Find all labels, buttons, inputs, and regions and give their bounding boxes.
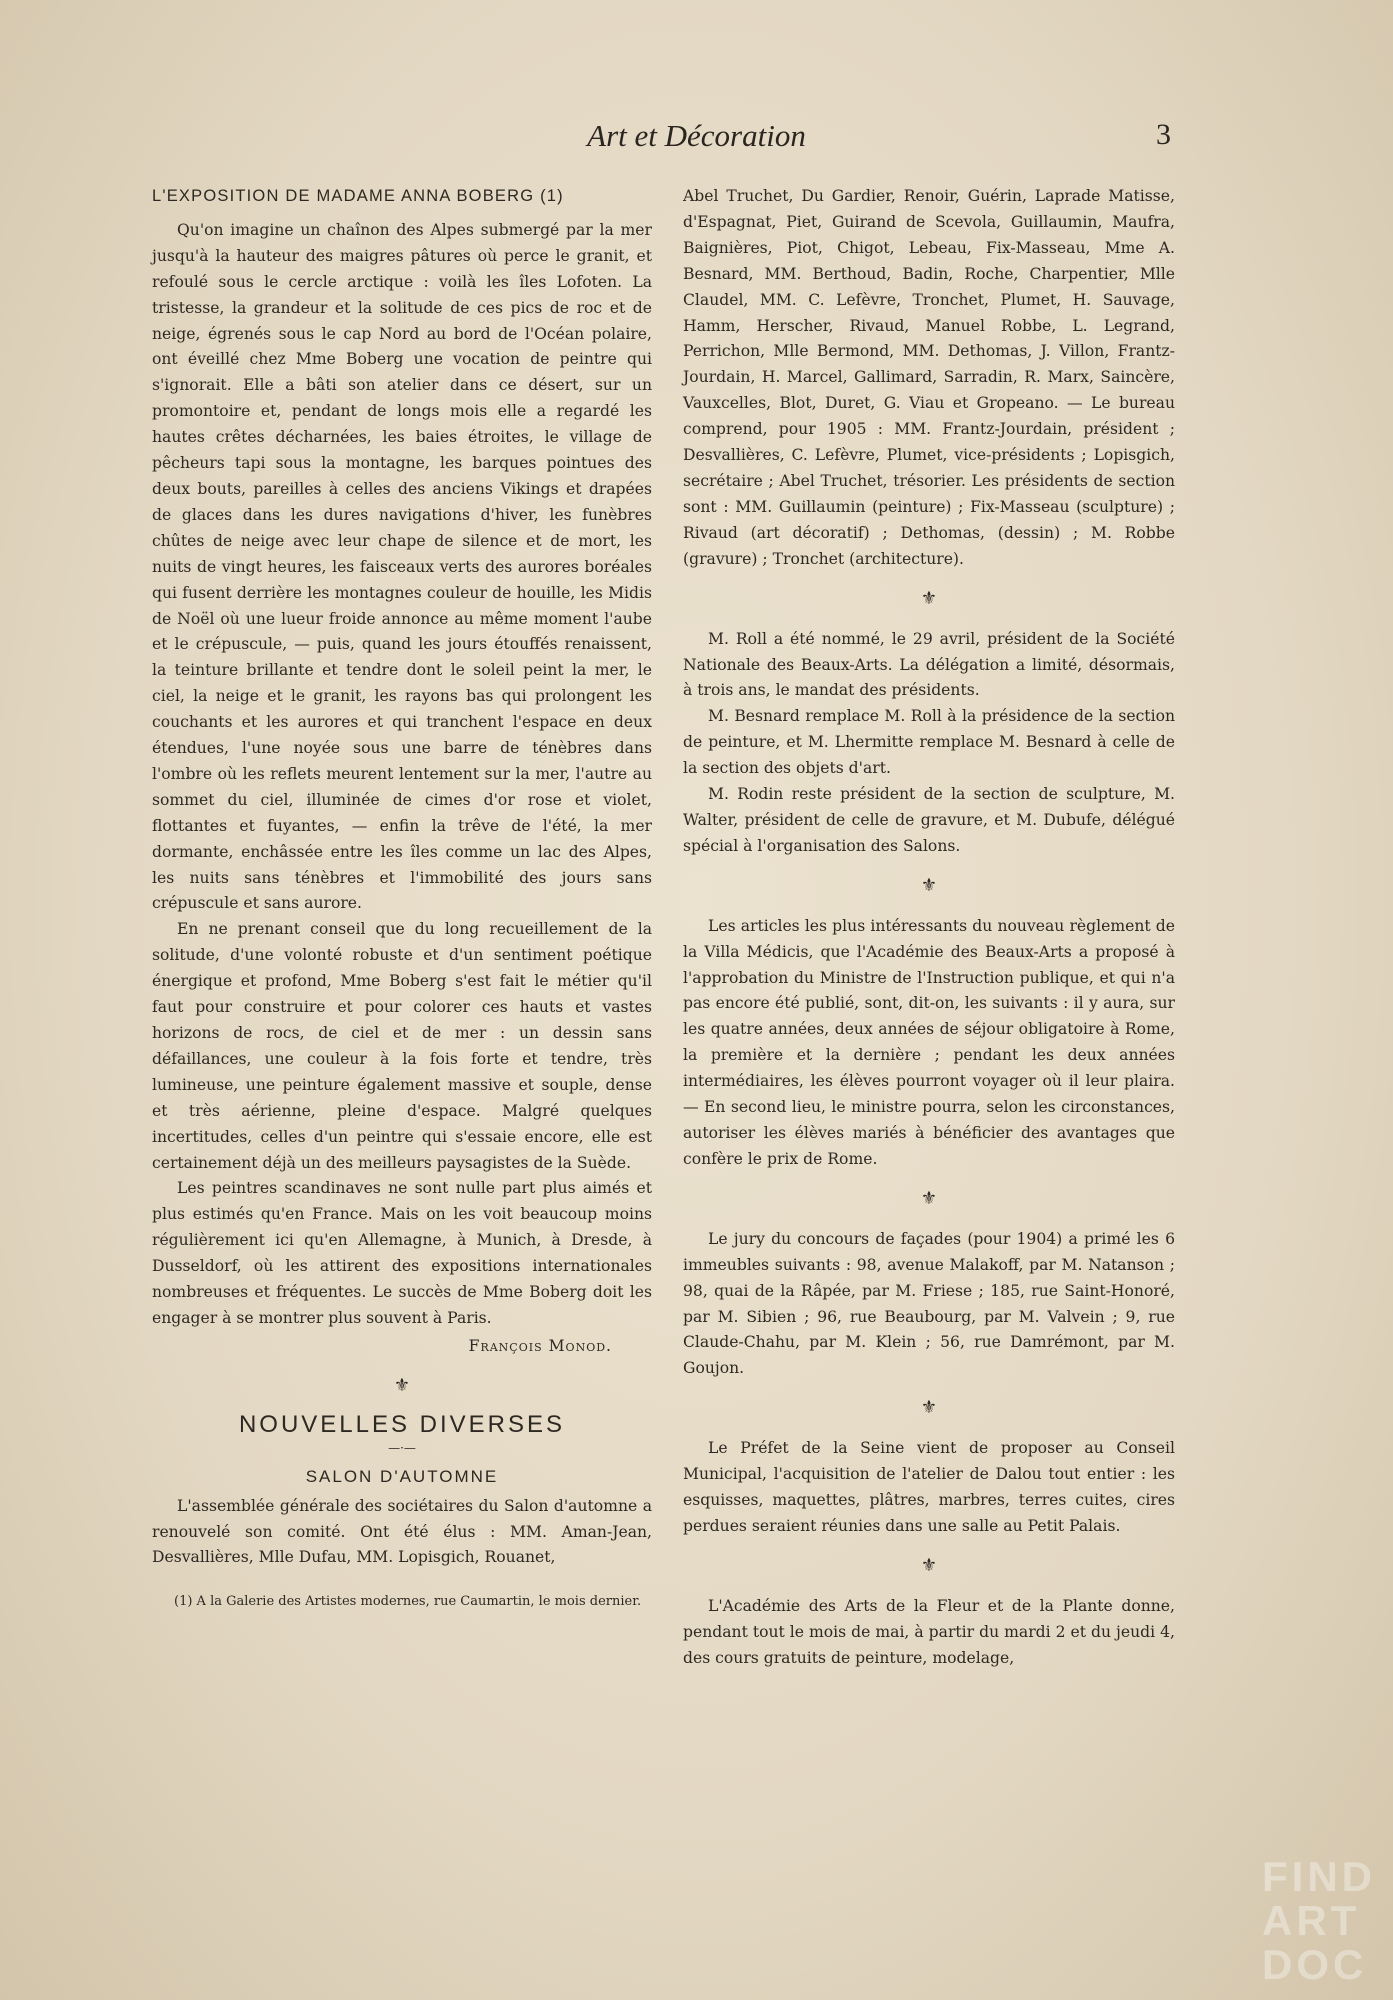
footnote: (1) A la Galerie des Artistes modernes, rue Caumartin, le mois dernier. <box>174 1594 642 1610</box>
article-title: L'EXPOSITION DE MADAME ANNA BOBERG (1) <box>152 187 564 205</box>
page-number: 3 <box>1156 118 1171 151</box>
left-column <box>152 184 652 1612</box>
fleuron-ornament-icon: ⚜ <box>920 587 938 609</box>
paragraph: Les articles les plus intéressants du nouveau règlement de la Villa Médicis, que l'Académie des Beaux-Arts a proposé à l'approbation du Ministre de l'Instruction publique, et qui n'a pas encore été publié, sont, dit-on, les suivants : il y aura, sur les quatre années, deux années de séjour obligatoire à Rome, la première et la dernière ; pendant les deux années intermédiaires, les élèves pourront voyager où il leur plaira. — En second lieu, le ministre pourra, selon les circonstances, autoriser les élèves mariés à bénéficier des avantages que confère le prix de Rome. <box>683 916 1175 1168</box>
fleuron-ornament-icon: ⚜ <box>920 1397 938 1419</box>
paragraph: Abel Truchet, Du Gardier, Renoir, Guérin, Laprade Matisse, d'Espagnat, Piet, Guirand de Scevola, Guillaumin, Maufra, Baignières, Piot, Chigot, Lebeau, Fix-Masseau, Mme A. Besnard, MM. Berthoud, Badin, Roche, Charpentier, Mlle Claudel, MM. C. Lefèvre, Tronchet, Plumet, H. Sauvage, Hamm, Herscher, Rivaud, Manuel Robbe, L. Legrand, Perrichon, Mlle Bermond, MM. Dethomas, J. Villon, Frantz-Jourdain, H. Marcel, Gallimard, Sarradin, R. Marx, Saincère, Vauxcelles, Blot, Duret, G. Viau et Gropeano. — Le bureau comprend, pour 1905 : MM. Frantz-Jourdain, président ; Desvallières, C. Lefèvre, Plumet, vice-présidents ; Lopisgich, secrétaire ; Abel Truchet, trésorier. Les présidents de section sont : MM. Guillaumin (peinture) ; Fix-Masseau (sculpture) ; Rivaud (art décoratif) ; Dethomas, (dessin) ; M. Robbe (gravure) ; Tronchet (architecture). <box>683 187 1175 568</box>
watermark <box>1262 1855 1393 1987</box>
fleuron-ornament-icon: ⚜ <box>920 1187 938 1209</box>
watermark-line: FIND <box>1262 1853 1376 1900</box>
watermark-line: ART <box>1262 1897 1361 1944</box>
paragraph: Les peintres scandinaves ne sont nulle part plus aimés et plus estimés qu'en France. Mais on les voit beaucoup moins régulièrement ici qu'en Allemagne, à Munich, à Dresde, à Dusseldorf, où les attirent des expositions internationales nombreuses et fréquentes. Le succès de Mme Boberg doit les engager à se montrer plus souvent à Paris. <box>152 1179 652 1327</box>
paragraph: Le jury du concours de façades (pour 1904) a primé les 6 immeubles suivants : 98, avenue Malakoff, par M. Natanson ; 98, quai de la Râpée, par M. Friese ; 185, rue Saint-Honoré, par M. Sibien ; 96, rue Beaubourg, par M. Valvein ; 9, rue Claude-Chahu, par M. Klein ; 56, rue Damrémont, par M. Goujon. <box>683 1229 1175 1378</box>
paragraph: L'assemblée générale des sociétaires du Salon d'automne a renouvelé son comité. Ont été élus : MM. Aman-Jean, Desvallières, Mlle Dufau, MM. Lopisgich, Rouanet, <box>152 1496 652 1567</box>
running-head-title: Art et Décoration <box>587 118 806 153</box>
paragraph: En ne prenant conseil que du long recueillement de la solitude, d'une volonté robuste et d'un sentiment poétique énergique et profond, Mme Boberg s'est fait le métier qu'il faut pour construire et pour colorer ces hauts et vastes horizons de rocs, de ciel et de mer : un dessin sans défaillances, une couleur à la fois forte et tendre, très lumineuse, une peinture également massive et souple, dense et très aérienne, pleine d'espace. Malgré quelques incertitudes, celles d'un peintre qui s'essaie encore, elle est certainement déjà un des meilleurs paysagistes de la Suède. <box>152 920 652 1172</box>
fleuron-ornament-icon: ⚜ <box>393 1374 411 1396</box>
paragraph: M. Rodin reste président de la section de sculpture, M. Walter, président de celle de gravure, et M. Dubufe, délégué spécial à l'organisation des Salons. <box>683 785 1175 855</box>
section-rule: —·— <box>388 1440 416 1455</box>
paragraph: M. Roll a été nommé, le 29 avril, président de la Société Nationale des Beaux-Arts. La délégation a limité, désormais, à trois ans, le mandat des présidents. <box>683 629 1175 700</box>
paragraph: Le Préfet de la Seine vient de proposer au Conseil Municipal, l'acquisition de l'atelier de Dalou tout entier : les esquisses, maquettes, plâtres, marbres, terres cuites, cires perdues seraient réunies dans une salle au Petit Palais. <box>683 1439 1175 1535</box>
paragraph: Qu'on imagine un chaînon des Alpes submergé par la mer jusqu'à la hauteur des maigres pâtures où perce le granit, et refoulé sous le cercle arctique : voilà les îles Lofoten. La tristesse, la grandeur et la solitude de ces pics de roc et de neige, égrenés sous le cap Nord au bord de l'Océan polaire, ont éveillé chez Mme Boberg une vocation de peintre qui s'ignorait. Elle a bâti son atelier dans ce désert, sur un promontoire et, pendant de longs mois elle a regardé les hautes crêtes décharnées, les baies étroites, le village de pêcheurs tapi sous la montagne, les barques pointues des deux bouts, pareilles à celles des anciens Vikings et drapées de glaces dans les dures navigations d'hiver, les funèbres chûtes de neige avec leur chape de silence et de mort, les nuits de vingt heures, les faisceaux verts des aurores boréales qui fusent derrière les montagnes couleur de houille, les Midis de Noël où une lueur froide annonce au même moment l'aube et le crépuscule, — puis, quand les jours étouffés renaissent, la teinture brillante et tendre dont le soleil peint la mer, le ciel, la neige et le granit, les rayons bas qui prolongent les couchants et les aurores et qui tranchent l'espace en deux étendues, l'une noyée sous une barre de ténèbres dans l'ombre où les reflets meurent lentement sur la mer, l'autre au sommet du ciel, illuminée de cimes d'or rose et violet, flottantes et fuyantes, — enfin la trêve de l'été, la mer dormante, enchâssée entre les îles comme un lac des Alpes, les nuits sans ténèbres et l'immobilité des jours sans crépuscule et sans aurore. <box>152 220 652 913</box>
paragraph: M. Besnard remplace M. Roll à la présidence de la section de peinture, et M. Lhermitte remplace M. Besnard à celle de la section des objets d'art. <box>683 707 1175 778</box>
right-column <box>683 184 1175 1672</box>
fleuron-ornament-icon: ⚜ <box>920 874 938 896</box>
fleuron-ornament-icon: ⚜ <box>920 1554 938 1576</box>
paragraph: L'Académie des Arts de la Fleur et de la Plante donne, pendant tout le mois de mai, à partir du mardi 2 et du jeudi 4, des cours gratuits de peinture, modelage, <box>683 1596 1175 1667</box>
author-signature: François Monod. <box>468 1336 612 1355</box>
subsection-title: SALON D'AUTOMNE <box>305 1466 499 1486</box>
watermark-line: DOC <box>1262 1941 1368 1988</box>
section-title: NOUVELLES DIVERSES <box>238 1410 566 1438</box>
